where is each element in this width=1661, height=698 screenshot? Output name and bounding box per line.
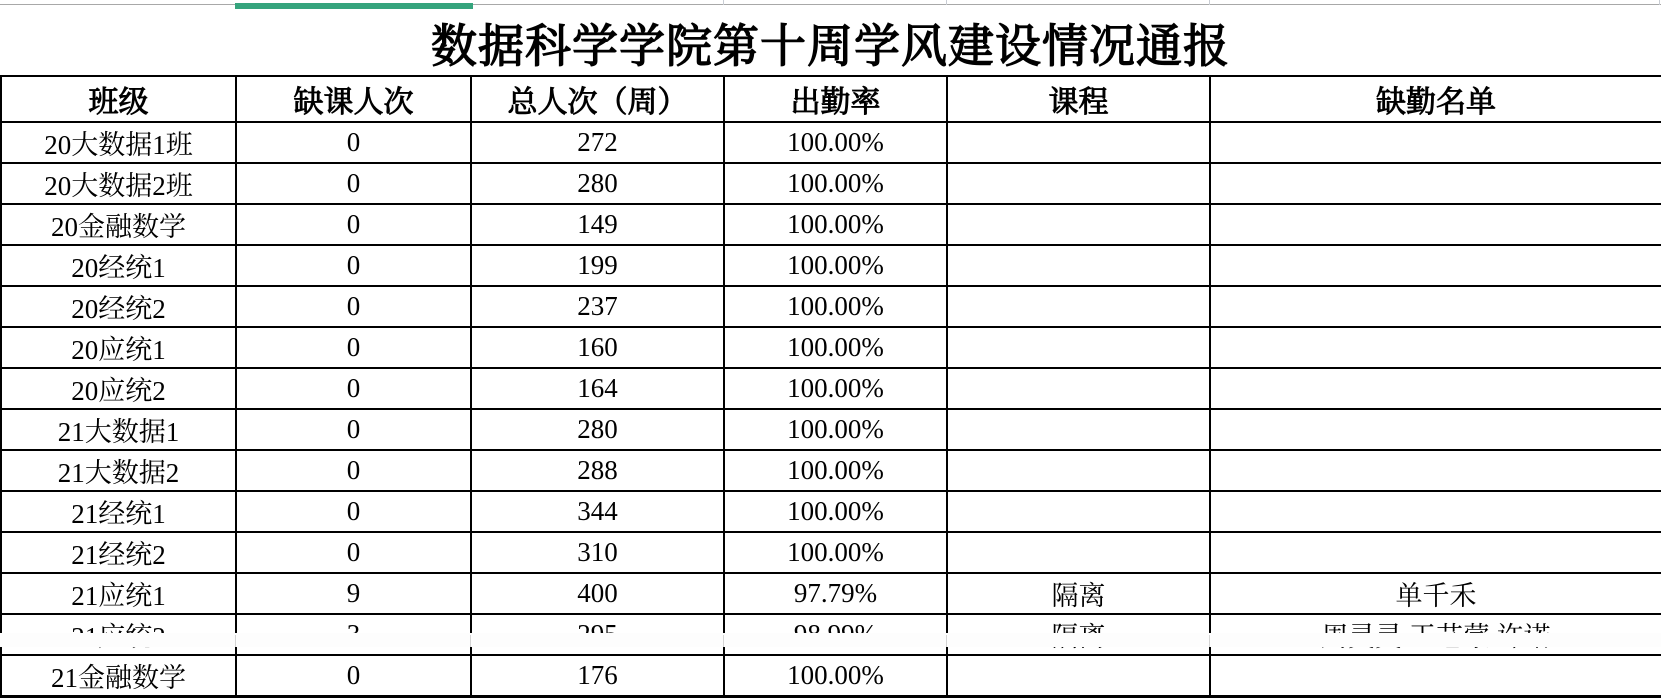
table-cell[interactable]: 100.00%: [724, 409, 947, 450]
table-cell[interactable]: [1210, 450, 1661, 491]
table-cell[interactable]: [1210, 163, 1661, 204]
table-cell[interactable]: [1210, 286, 1661, 327]
table-cell[interactable]: 100.00%: [724, 491, 947, 532]
attendance-report-table: [0, 75, 1661, 698]
table-cell[interactable]: 0: [236, 204, 471, 245]
table-cell[interactable]: 20应统2: [1, 368, 236, 409]
table-cell[interactable]: 0: [236, 163, 471, 204]
spreadsheet-top-strip: [0, 0, 1661, 10]
table-cell[interactable]: 0: [236, 327, 471, 368]
table-cell[interactable]: 0: [236, 368, 471, 409]
table-cell[interactable]: 288: [471, 450, 724, 491]
table-row: [1, 409, 1661, 450]
table-cell[interactable]: 21应统1: [1, 573, 236, 614]
table-row: [1, 286, 1661, 327]
table-row: [1, 491, 1661, 532]
header-absence-count[interactable]: 缺课人次: [236, 76, 471, 122]
table-cell[interactable]: 100.00%: [724, 245, 947, 286]
table-row: [1, 655, 1661, 697]
table-cell[interactable]: 199: [471, 245, 724, 286]
table-cell[interactable]: 280: [471, 163, 724, 204]
table-row: [1, 573, 1661, 614]
table-cell[interactable]: 272: [471, 122, 724, 163]
table-cell[interactable]: [947, 655, 1210, 697]
table-cell[interactable]: 100.00%: [724, 163, 947, 204]
table-cell[interactable]: [947, 491, 1210, 532]
table-cell[interactable]: 20经统1: [1, 245, 236, 286]
table-cell[interactable]: [1210, 327, 1661, 368]
table-cell[interactable]: [1210, 122, 1661, 163]
table-cell[interactable]: [947, 286, 1210, 327]
header-total-count-week[interactable]: 总人次（周）: [471, 76, 724, 122]
table-cell[interactable]: 20金融数学: [1, 204, 236, 245]
table-header-row: [1, 76, 1661, 122]
header-attendance-rate[interactable]: 出勤率: [724, 76, 947, 122]
table-cell[interactable]: 100.00%: [724, 655, 947, 697]
table-cell[interactable]: 100.00%: [724, 286, 947, 327]
table-cell[interactable]: 21经统1: [1, 491, 236, 532]
table-cell[interactable]: 400: [471, 573, 724, 614]
top-gridline: [1659, 0, 1660, 5]
table-cell[interactable]: 21大数据2: [1, 450, 236, 491]
table-cell[interactable]: 100.00%: [724, 327, 947, 368]
table-cell[interactable]: [947, 122, 1210, 163]
table-cell[interactable]: [947, 204, 1210, 245]
table-row: [1, 122, 1661, 163]
table-cell[interactable]: 9: [236, 573, 471, 614]
table-cell[interactable]: [1210, 368, 1661, 409]
report-title-cell[interactable]: [0, 10, 1661, 75]
bottom-gridline: [470, 635, 471, 647]
header-absentee-list[interactable]: 缺勤名单: [1210, 76, 1661, 122]
spreadsheet-bottom-strip: [0, 633, 1661, 647]
top-gridline: [723, 0, 724, 5]
table-cell[interactable]: 100.00%: [724, 450, 947, 491]
table-cell[interactable]: 97.79%: [724, 573, 947, 614]
table-cell[interactable]: 20经统2: [1, 286, 236, 327]
table-row: [1, 532, 1661, 573]
table-cell[interactable]: 0: [236, 286, 471, 327]
top-gridline: [1209, 0, 1210, 5]
report-title: 数据科学学院第十周学风建设情况通报: [431, 20, 1230, 72]
table-cell[interactable]: 0: [236, 491, 471, 532]
table-row: [1, 368, 1661, 409]
table-cell[interactable]: 0: [236, 245, 471, 286]
table-cell[interactable]: [1210, 491, 1661, 532]
bottom-gridline: [235, 635, 236, 647]
header-class[interactable]: 班级: [1, 76, 236, 122]
table-row: [1, 450, 1661, 491]
table-cell[interactable]: [947, 368, 1210, 409]
table-cell[interactable]: 20大数据2班: [1, 163, 236, 204]
table-cell[interactable]: 0: [236, 655, 471, 697]
table-row: [1, 245, 1661, 286]
table-cell[interactable]: 344: [471, 491, 724, 532]
table-cell[interactable]: 176: [471, 655, 724, 697]
table-cell[interactable]: [1210, 245, 1661, 286]
table-cell[interactable]: [1210, 409, 1661, 450]
table-cell[interactable]: 隔离: [947, 573, 1210, 614]
header-course[interactable]: 课程: [947, 76, 1210, 122]
table-cell[interactable]: 0: [236, 532, 471, 573]
table-cell[interactable]: 21大数据1: [1, 409, 236, 450]
table-cell[interactable]: 100.00%: [724, 204, 947, 245]
table-cell[interactable]: 21金融数学: [1, 655, 236, 697]
table-cell[interactable]: 20应统1: [1, 327, 236, 368]
table-cell[interactable]: 100.00%: [724, 368, 947, 409]
table-cell[interactable]: 0: [236, 122, 471, 163]
table-cell[interactable]: [1210, 532, 1661, 573]
table-cell[interactable]: 100.00%: [724, 122, 947, 163]
table-cell[interactable]: 160: [471, 327, 724, 368]
table-cell[interactable]: [947, 409, 1210, 450]
table-cell[interactable]: 100.00%: [724, 532, 947, 573]
top-gridline: [946, 0, 947, 5]
table-cell[interactable]: 单千禾: [1210, 573, 1661, 614]
table-cell[interactable]: 310: [471, 532, 724, 573]
table-cell[interactable]: [947, 450, 1210, 491]
table-row: [1, 327, 1661, 368]
table-cell[interactable]: 0: [236, 409, 471, 450]
table-cell[interactable]: 280: [471, 409, 724, 450]
bottom-gridline: [946, 635, 947, 647]
table-cell[interactable]: [1210, 655, 1661, 697]
table-cell[interactable]: [947, 532, 1210, 573]
table-cell[interactable]: 149: [471, 204, 724, 245]
table-cell[interactable]: [947, 327, 1210, 368]
table-row: [1, 163, 1661, 204]
cell-selection-highlight: [235, 3, 473, 9]
bottom-gridline: [1209, 635, 1210, 647]
table-cell[interactable]: 21经统2: [1, 532, 236, 573]
table-cell[interactable]: 20大数据1班: [1, 122, 236, 163]
table-cell[interactable]: [1210, 204, 1661, 245]
table-cell[interactable]: 164: [471, 368, 724, 409]
table-cell[interactable]: 0: [236, 450, 471, 491]
bottom-gridline: [723, 635, 724, 647]
table-cell[interactable]: [947, 163, 1210, 204]
table-row: [1, 204, 1661, 245]
table-cell[interactable]: 237: [471, 286, 724, 327]
table-cell[interactable]: [947, 245, 1210, 286]
